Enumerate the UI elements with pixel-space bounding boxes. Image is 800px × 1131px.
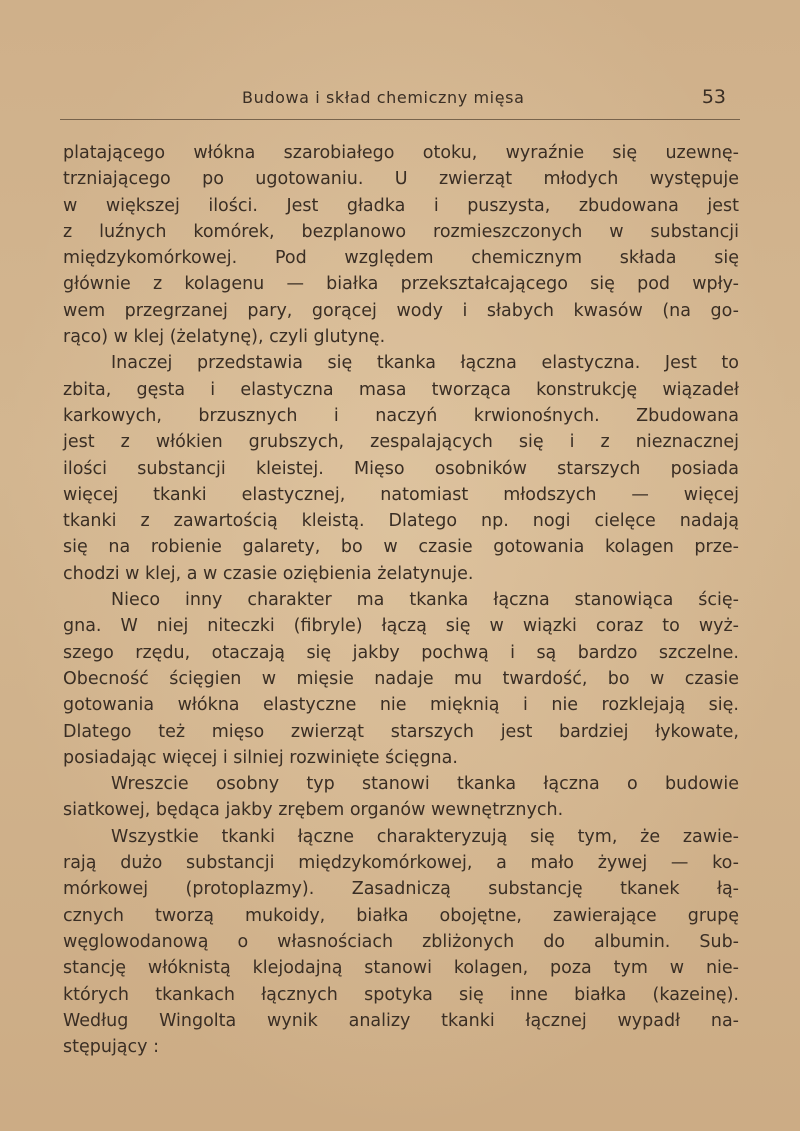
text-line: stancję włóknistą klejodajną stanowi kolagen, poza tym w nie- [63,958,739,979]
text-line: Inaczej przedstawia się tkanka łączna elastyczna. Jest to [111,353,739,374]
text-line: cznych tworzą mukoidy, białka obojętne, zawierające grupę [63,905,739,926]
text-line: których tkankach łącznych spotyka się inne białka (kazeinę). [63,984,739,1005]
text-line: jest z włókien grubszych, zespalających się i z nieznacznej [63,432,739,453]
text-line: Wszystkie tkanki łączne charakteryzują się tym, że zawie- [111,826,739,847]
text-line: posiadając więcej i silniej rozwinięte ścięgna. [63,747,458,768]
text-line: międzykomórkowej. Pod względem chemicznym składa się [63,248,739,269]
text-line: Wreszcie osobny typ stanowi tkanka łączna o budowie [111,774,739,795]
text-line: więcej tkanki elastycznej, natomiast młodszych — więcej [63,484,739,505]
text-line: chodzi w klej, a w czasie oziębienia żelatynuje. [63,563,474,584]
text-line: rąco) w klej (żelatynę), czyli glutynę. [63,327,386,348]
text-line: zbita, gęsta i elastyczna masa tworząca konstrukcję wiązadeł [63,379,739,400]
running-title: Budowa i skład chemiczny mięsa [242,88,525,107]
page-number: 53 [701,86,726,108]
text-line: Nieco inny charakter ma tkanka łączna stanowiąca ścię- [111,590,739,611]
text-line: gna. W niej niteczki (fibryle) łączą się w wiązki coraz to wyż- [63,616,739,637]
text-line: węglowodanową o własnościach zbliżonych do albumin. Sub- [63,931,739,952]
text-line: karkowych, brzusznych i naczyń krwionośnych. Zbudowana [63,405,739,426]
text-line: siatkowej, będąca jakby zrębem organów wewnętrznych. [63,800,564,821]
text-line: stępujący : [63,1037,159,1058]
text-line: ilości substancji kleistej. Mięso osobników starszych posiada [63,458,739,479]
page-header [60,88,740,112]
text-line: gotowania włókna elastyczne nie mięknią i nie rozklejają się. [63,695,739,716]
text-line: trzniającego po ugotowaniu. U zwierząt młodych występuje [63,169,739,190]
header-rule [60,119,740,120]
text-line: głównie z kolagenu — białka przekształcającego się pod wpły- [63,274,739,295]
text-line: Obecność ścięgien w mięsie nadaje mu twardość, bo w czasie [63,668,739,689]
text-line: platającego włókna szarobiałego otoku, wyraźnie się uzewnę- [63,143,739,163]
text-line: Dlatego też mięso zwierząt starszych jest bardziej łykowate, [63,721,739,742]
text-line: wem przegrzanej pary, gorącej wody i słabych kwasów (na go- [63,300,739,321]
text-line: z luźnych komórek, bezplanowo rozmieszczonych w substancji [63,221,739,242]
text-line: się na robienie galarety, bo w czasie gotowania kolagen prze- [63,537,739,558]
text-line: tkanki z zawartością kleistą. Dlatego np. nogi cielęce nadają [63,511,739,532]
text-line: Według Wingolta wynik analizy tkanki łącznej wypadł na- [63,1010,739,1031]
body-text [63,140,739,1060]
text-line: mórkowej (protoplazmy). Zasadniczą substancję tkanek łą- [63,879,739,900]
text-line: w większej ilości. Jest gładka i puszysta, zbudowana jest [63,195,739,216]
text-line: szego rzędu, otaczają się jakby pochwą i są bardzo szczelne. [63,642,739,663]
text-line: rają dużo substancji międzykomórkowej, a mało żywej — ko- [63,853,739,874]
